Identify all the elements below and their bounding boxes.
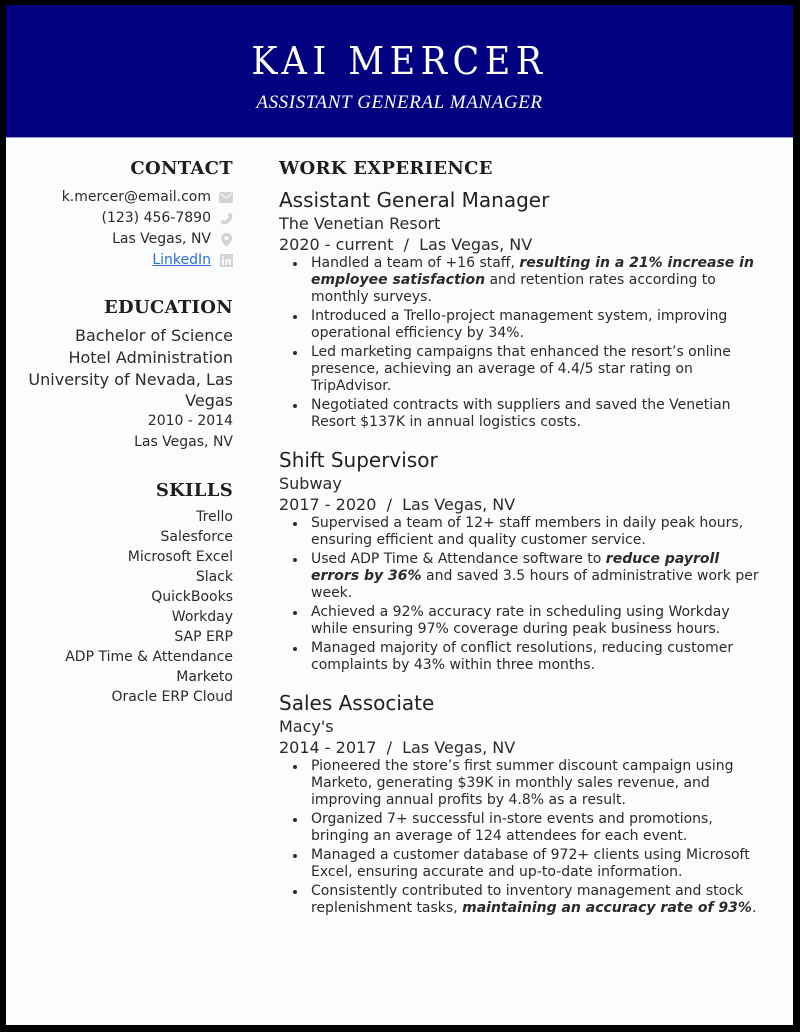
contact-linkedin[interactable]: [26, 250, 233, 271]
job-bullets: [279, 255, 779, 431]
job-entry: [279, 690, 779, 917]
candidate-title: ASSISTANT GENERAL MANAGER: [256, 92, 543, 113]
work-experience-heading: WORK EXPERIENCE: [279, 158, 493, 179]
skill-item: ADP Time & Attendance: [65, 649, 233, 665]
bullet-item: Supervised a team of 12+ staff members in daily peak hours, ensuring efficient and quality customer service.: [311, 515, 779, 549]
skill-item: Microsoft Excel: [127, 549, 233, 565]
contact-heading: CONTACT: [130, 158, 233, 179]
job-entry: [279, 447, 779, 674]
contact-section: [26, 157, 233, 271]
candidate-name: KAI MERCER: [251, 39, 548, 83]
bullet-item: Negotiated contracts with suppliers and saved the Venetian Resort $137K in annual logistics costs.: [311, 397, 779, 431]
bullet-item: Managed majority of conflict resolutions, reducing customer complaints by 43% within three months.: [311, 640, 779, 674]
map-pin-icon: [219, 233, 233, 247]
education-heading: EDUCATION: [104, 297, 233, 318]
job-dates: 2014 - 2017: [279, 738, 377, 757]
job-entry: [279, 187, 779, 431]
job-company: Macy's: [279, 717, 334, 736]
contact-phone: [26, 208, 233, 229]
skill-item: Marketo: [176, 669, 233, 685]
skills-section: [26, 479, 233, 707]
job-location: Las Vegas, NV: [419, 235, 533, 254]
bullet-item: Managed a customer database of 972+ clients using Microsoft Excel, ensuring accurate and up-to-date information.: [311, 847, 779, 881]
bullet-item: Handled a team of +16 staff, resulting in a 21% increase in employee satisfaction and retention rates according to monthly surveys.: [311, 255, 779, 306]
linkedin-link[interactable]: LinkedIn: [152, 252, 211, 268]
email-text: k.mercer@email.com: [61, 189, 211, 205]
contact-location: [26, 229, 233, 250]
education-degree: Bachelor of Science: [75, 326, 233, 345]
linkedin-icon: [219, 254, 233, 268]
education-major: Hotel Administration: [68, 348, 233, 367]
job-meta: 2017 - 2020 / Las Vegas, NV: [279, 495, 516, 514]
job-title: Assistant General Manager: [279, 188, 550, 212]
skill-item: Slack: [195, 569, 233, 585]
resume-page: [6, 5, 793, 1025]
location-text: Las Vegas, NV: [112, 231, 211, 247]
right-column: [279, 157, 779, 927]
phone-icon: [219, 212, 233, 226]
job-meta: 2020 - current / Las Vegas, NV: [279, 235, 533, 254]
skill-item: QuickBooks: [151, 589, 233, 605]
job-title: Sales Associate: [279, 691, 435, 715]
resume-header: [6, 5, 793, 138]
left-column: [26, 157, 233, 707]
job-bullets: [279, 515, 779, 674]
skill-item: Workday: [171, 609, 233, 625]
bullet-item: Achieved a 92% accuracy rate in scheduling using Workday while ensuring 97% coverage during peak business hours.: [311, 604, 779, 638]
bullet-item: Pioneered the store’s first summer discount campaign using Marketo, generating $39K in monthly sales revenue, and improving annual profits by 4.8% as a result.: [311, 758, 779, 809]
bullet-item: Organized 7+ successful in-store events and promotions, bringing an average of 124 attendees for each event.: [311, 811, 779, 845]
skill-item: SAP ERP: [174, 629, 233, 645]
job-dates: 2017 - 2020: [279, 495, 377, 514]
bullet-item: Introduced a Trello-project management system, improving operational efficiency by 34%.: [311, 308, 779, 342]
job-dates: 2020 - current: [279, 235, 394, 254]
skill-item: Trello: [196, 509, 233, 525]
bullet-item: Consistently contributed to inventory management and stock replenishment tasks, maintaining an accuracy rate of 93%.: [311, 883, 779, 917]
education-location: Las Vegas, NV: [134, 434, 233, 450]
job-company: Subway: [279, 474, 342, 493]
education-section: [26, 296, 233, 453]
envelope-icon: [219, 191, 233, 205]
job-bullets: [279, 758, 779, 917]
job-location: Las Vegas, NV: [402, 495, 516, 514]
job-meta: 2014 - 2017 / Las Vegas, NV: [279, 738, 516, 757]
job-title: Shift Supervisor: [279, 448, 438, 472]
job-company: The Venetian Resort: [279, 214, 441, 233]
education-school: University of Nevada, Las Vegas: [28, 370, 233, 410]
bullet-item: Used ADP Time & Attendance software to reduce payroll errors by 36% and saved 3.5 hours of administrative work per week.: [311, 551, 779, 602]
skills-heading: SKILLS: [155, 480, 233, 501]
phone-text: (123) 456-7890: [101, 210, 211, 226]
education-years: 2010 - 2014: [147, 413, 233, 429]
job-location: Las Vegas, NV: [402, 738, 516, 757]
skill-item: Salesforce: [160, 529, 233, 545]
contact-email: [26, 187, 233, 208]
bullet-item: Led marketing campaigns that enhanced the resort’s online presence, achieving an average of 4.4/5 star rating on TripAdvisor.: [311, 344, 779, 395]
skill-item: Oracle ERP Cloud: [111, 689, 233, 705]
